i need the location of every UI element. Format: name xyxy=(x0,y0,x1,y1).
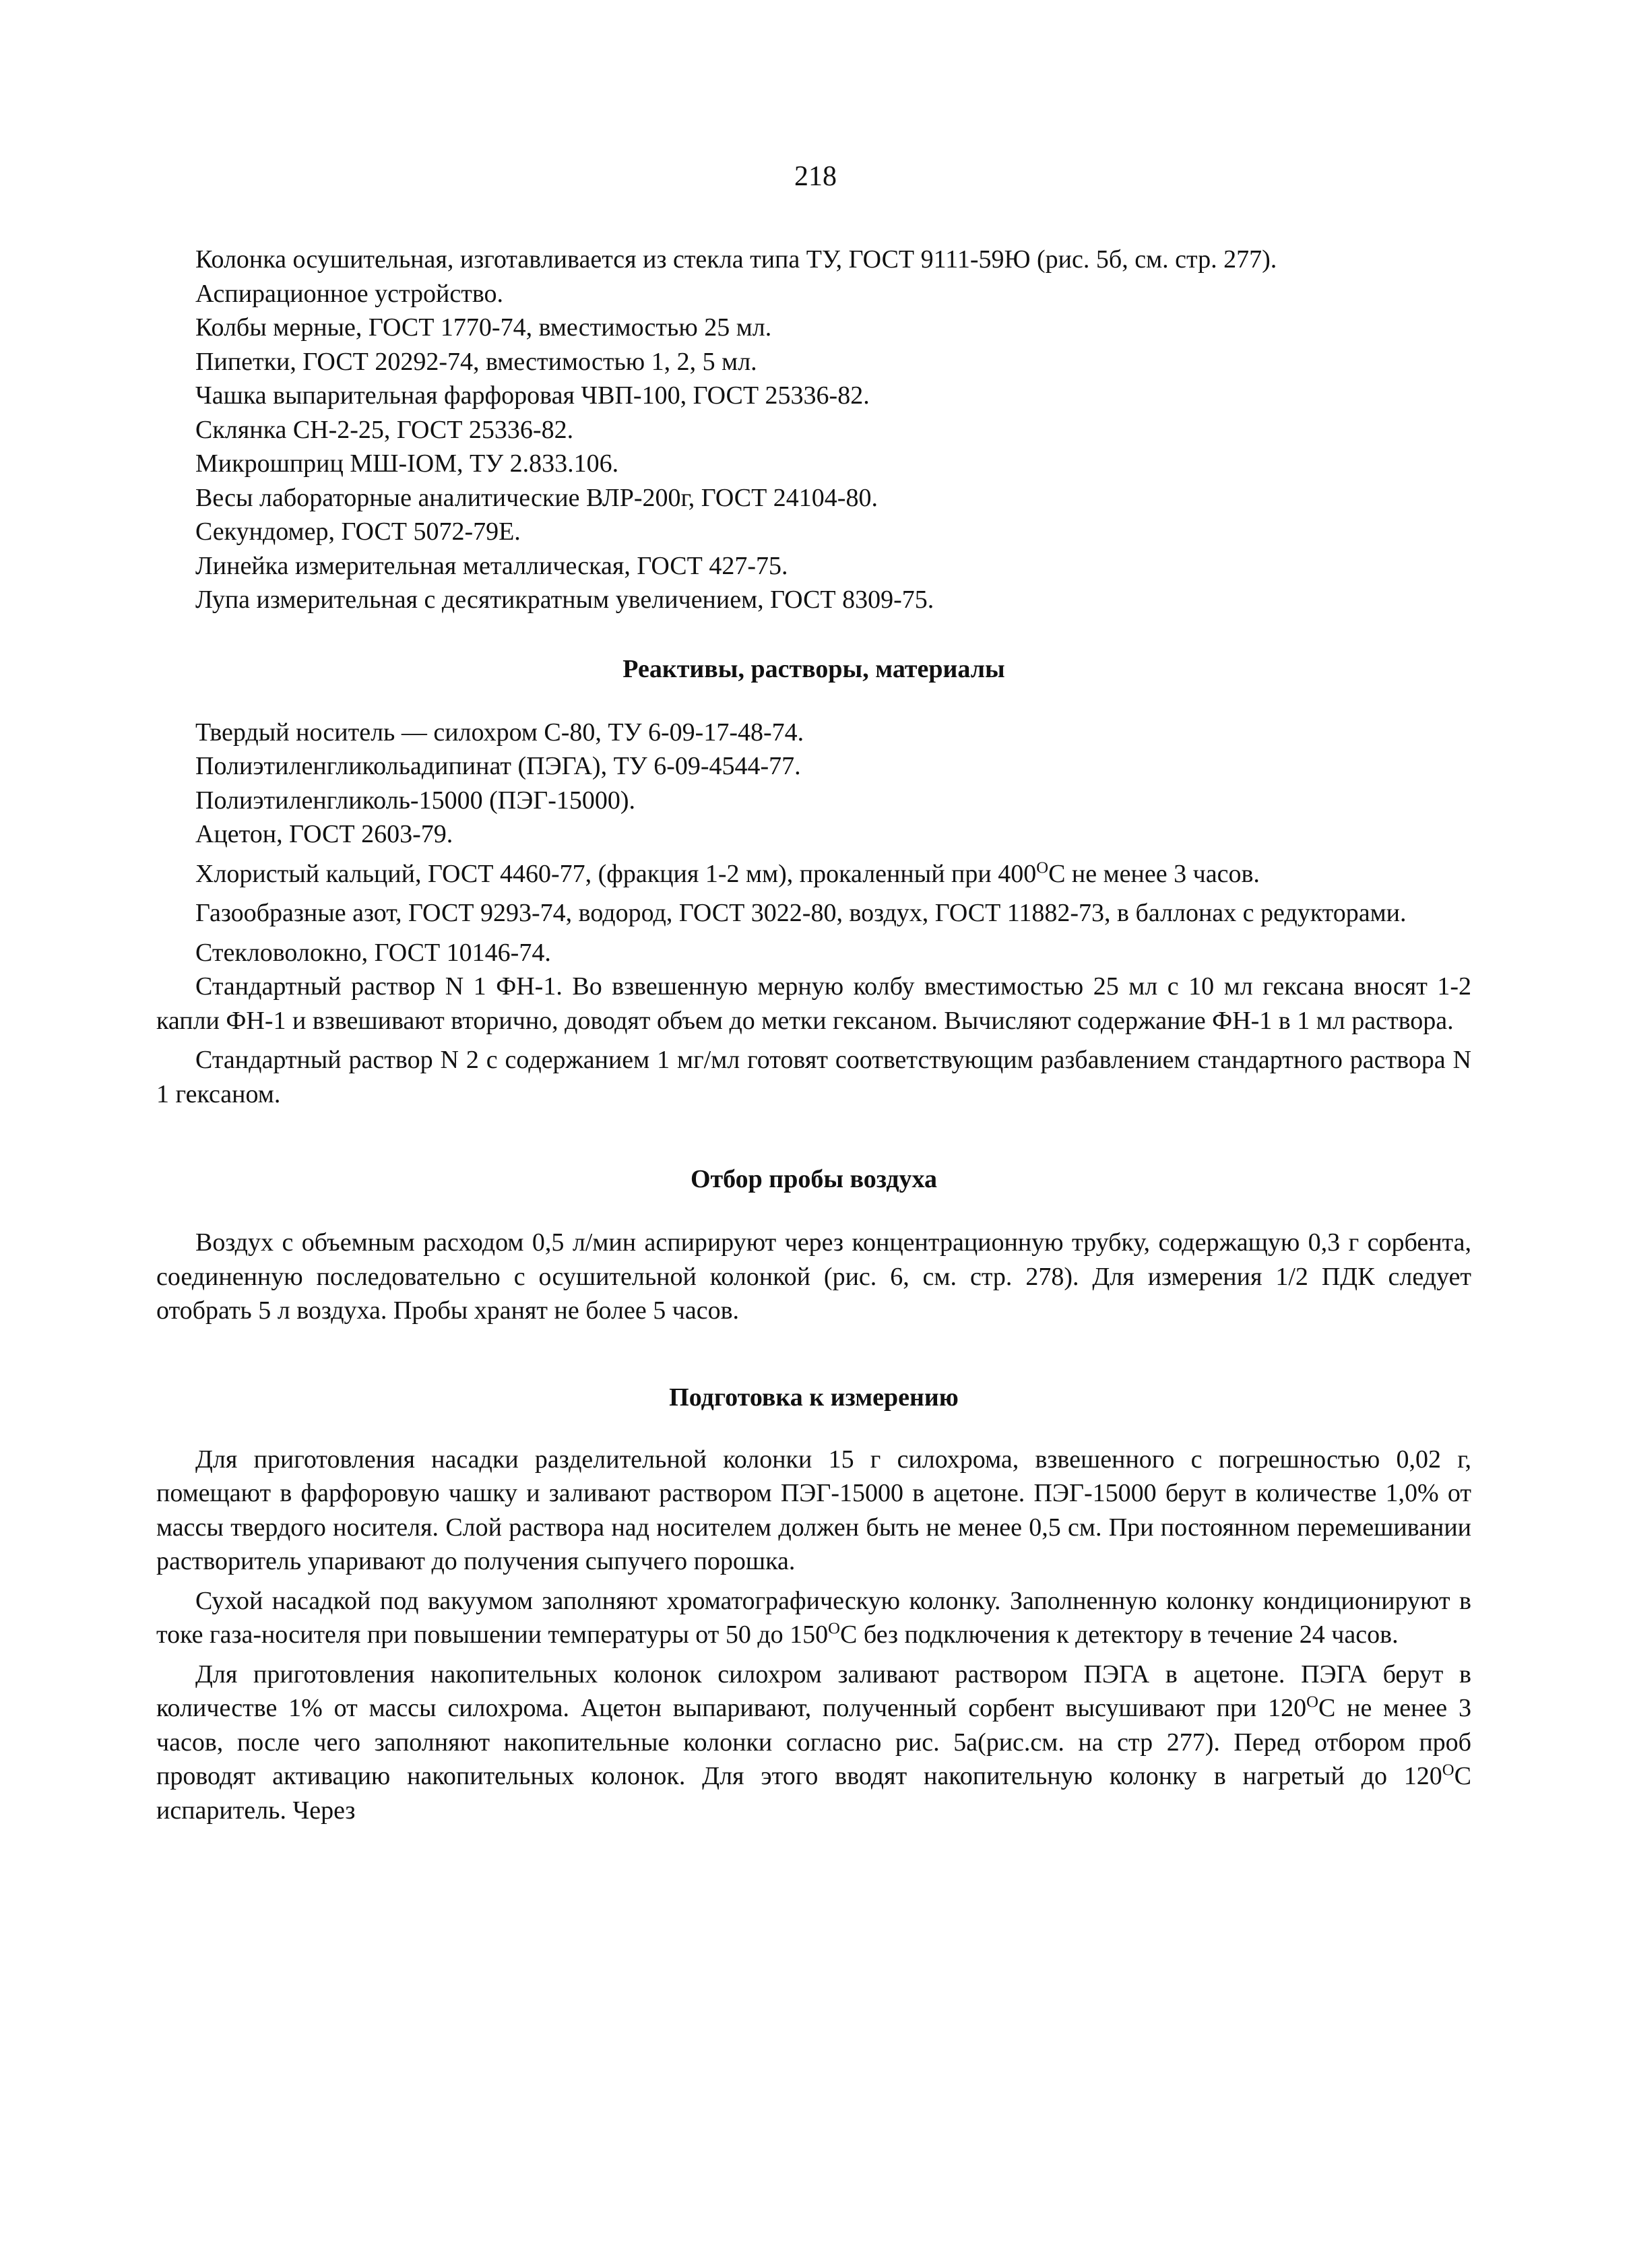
paragraph xyxy=(156,857,1471,891)
paragraph: Полиэтиленгликольадипинат (ПЭГА), ТУ 6-09-4544-77. xyxy=(195,752,801,780)
equipment-item: Аспирационное устройство. xyxy=(195,279,504,308)
degree-sign: О xyxy=(1306,1693,1318,1711)
text-run: С без подключения к детектору в течение 24 часов. xyxy=(840,1620,1399,1649)
degree-sign: О xyxy=(1036,858,1049,877)
section-heading-sampling: Отбор пробы воздуха xyxy=(690,1165,938,1193)
page-content xyxy=(156,243,1471,1827)
paragraph xyxy=(156,1584,1471,1652)
paragraph: Твердый носитель — силохром С-80, ТУ 6-09-17-48-74. xyxy=(195,718,804,747)
text-run: С не менее 3 часов, после чего заполняют накопительные колонки согласно рис. 5а(рис.см. на стр 277). Перед отбором проб проводят активацию накопительных колонок. Для этого вводят накопительную колонку в нагретый до 120 xyxy=(156,1694,1471,1790)
text-run: Хлористый кальций, ГОСТ 4460-77, (фракция 1-2 мм), прокаленный при 400 xyxy=(195,859,1037,888)
paragraph: Газообразные азот, ГОСТ 9293-74, водород, ГОСТ 3022-80, воздух, ГОСТ 11882-73, в баллонах с редукторами. xyxy=(195,899,1407,927)
degree-sign: О xyxy=(828,1619,841,1638)
equipment-item: Лупа измерительная с десятикратным увеличением, ГОСТ 8309-75. xyxy=(195,586,934,614)
section-heading-preparation: Подготовка к измерению xyxy=(669,1383,959,1412)
equipment-item: Склянка СН-2-25, ГОСТ 25336-82. xyxy=(195,415,574,444)
paragraph: Воздух с объемным расходом 0,5 л/мин аспирируют через концентрационную трубку, содержащую 0,3 г сорбента, соединенную последовательно с осушительной колонкой (рис. 6, см. стр. 278). Для измерения 1/2 ПДК следует отобрать 5 л воздуха. Пробы хранят не более 5 часов. xyxy=(156,1228,1471,1325)
equipment-item: Колонка осушительная, изготавливается из стекла типа ТУ, ГОСТ 9111-59Ю (рис. 5б, см. стр. 277). xyxy=(195,245,1277,274)
equipment-item: Секундомер, ГОСТ 5072-79Е. xyxy=(195,517,521,546)
equipment-item: Весы лабораторные аналитические ВЛР-200г, ГОСТ 24104-80. xyxy=(195,483,878,512)
text-run: Для приготовления накопительных колонок силохром заливают раствором ПЭГА в ацетоне. ПЭГА берут в количестве 1% от массы силохрома. Ацетон выпаривают, полученный сорбент высушивают при 120 xyxy=(156,1660,1471,1722)
equipment-item: Колбы мерные, ГОСТ 1770-74, вместимостью 25 мл. xyxy=(195,313,772,342)
preparation-section xyxy=(156,1443,1471,1828)
text-run: Сухой насадкой под вакуумом заполняют хроматографическую колонку. Заполненную колонку кондиционируют в токе газа-носителя при повышении температуры от 50 до 150 xyxy=(156,1586,1471,1649)
paragraph: Стандартный раствор N 2 с содержанием 1 мг/мл готовят соответствующим разбавлением стандартного раствора N 1 гексаном. xyxy=(156,1046,1471,1108)
sampling-section xyxy=(156,1226,1471,1328)
paragraph xyxy=(156,1658,1471,1828)
equipment-list xyxy=(156,243,1471,617)
paragraph: Ацетон, ГОСТ 2603-79. xyxy=(195,820,453,848)
paragraph: Стандартный раствор N 1 ФН-1. Во взвешенную мерную колбу вместимостью 25 мл с 10 мл гексана вносят 1-2 капли ФН-1 и взвешивают вторично, доводят объем до метки гексаном. Вычисляют содержание ФН-1 в 1 мл раствора. xyxy=(156,972,1471,1035)
degree-sign: О xyxy=(1442,1761,1454,1779)
equipment-item: Линейка измерительная металлическая, ГОСТ 427-75. xyxy=(195,551,788,580)
equipment-item: Чашка выпарительная фарфоровая ЧВП-100, ГОСТ 25336-82. xyxy=(195,381,870,410)
equipment-item: Пипетки, ГОСТ 20292-74, вместимостью 1, 2, 5 мл. xyxy=(195,347,757,376)
section-heading-reagents: Реактивы, растворы, материалы xyxy=(622,654,1005,683)
text-run: С не менее 3 часов. xyxy=(1048,859,1260,888)
reagents-section xyxy=(156,716,1471,1112)
page-number: 218 xyxy=(794,161,837,192)
paragraph: Стекловолокно, ГОСТ 10146-74. xyxy=(195,938,551,967)
equipment-item: Микрошприц МШ-IОМ, ТУ 2.833.106. xyxy=(195,449,619,478)
paragraph: Полиэтиленгликоль-15000 (ПЭГ-15000). xyxy=(195,786,636,815)
text-run: С испаритель. Через xyxy=(156,1762,1471,1825)
paragraph: Для приготовления насадки разделительной колонки 15 г силохрома, взвешенного с погрешностью 0,02 г, помещают в фарфоровую чашку и заливают раствором ПЭГ-15000 в ацетоне. ПЭГ-15000 берут в количестве 1,0% от массы твердого носителя. Слой раствора над носителем должен быть не менее 0,5 см. При постоянном перемешивании растворитель упаривают до получения сыпучего порошка. xyxy=(156,1445,1471,1575)
